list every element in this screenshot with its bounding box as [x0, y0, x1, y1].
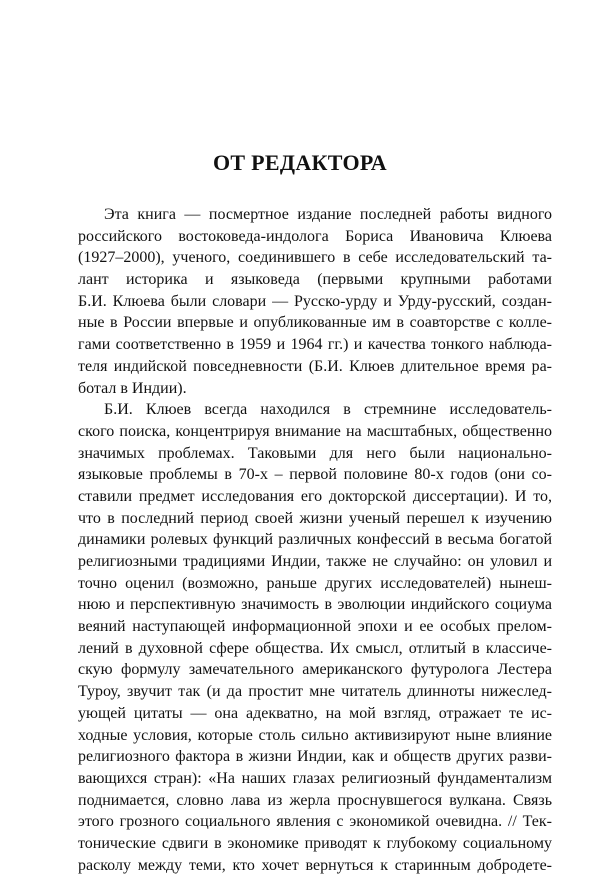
- text-line: ского поиска, концентрируя внимание на масштабных, общественно: [78, 422, 552, 440]
- text-line: ходные условия, которые столь сильно активизируют ныне влияние: [78, 726, 552, 744]
- text-line: вающихся стран): «На наших глазах религиозный фундаментализм: [78, 769, 552, 787]
- text-line: Б.И. Клюев всегда находился в стремнине исследователь-: [104, 401, 552, 419]
- text-line: теля индийской повседневности (Б.И. Клюев длительное время ра-: [78, 357, 552, 375]
- body-text: [78, 204, 552, 876]
- text-line: ставили предмет исследования его докторской диссертации). И то,: [78, 487, 552, 505]
- text-line: расколу между теми, кто хочет вернуться к старинным добродете-: [78, 856, 552, 874]
- text-line: ующей цитаты — она адекватно, на мой взгляд, отражает те ис-: [78, 704, 552, 722]
- text-line: поднимается, словно лава из жерла проснувшегося вулкана. Связь: [78, 791, 552, 809]
- text-line: скую формулу замечательного американского футуролога Лестера: [78, 661, 552, 679]
- text-line: языковые проблемы в 70-х – первой половине 80-х годов (они со-: [78, 466, 552, 484]
- text-line: лант историка и языковеда (первыми крупными работами: [78, 271, 552, 289]
- text-line: Эта книга — посмертное издание последней работы видного: [104, 206, 552, 223]
- text-line: российского востоковеда-индолога Бориса Ивановича Клюева: [78, 227, 552, 245]
- text-line: лений в духовной сфере общества. Их смысл, отлитый в классиче-: [78, 639, 552, 657]
- text-line: динамики ролевых функций различных конфессий в весьма богатой: [78, 531, 552, 549]
- text-line: религиозными традициями Индии, также не случайно: он уловил и: [78, 553, 552, 570]
- text-line: значимых проблемах. Таковыми для него были национально-: [78, 444, 552, 462]
- paragraph-1: [78, 204, 552, 399]
- text-line: веяний наступающей информационной эпохи и ее особых прелом-: [78, 618, 552, 636]
- text-line: что в последний период своей жизни ученый перешел к изучению: [78, 509, 552, 527]
- page-title: ОТ РЕДАКТОРА: [213, 150, 387, 175]
- text-line: ботал в Индии).: [78, 379, 187, 397]
- text-line: Туроу, звучит так (и да простит мне читатель длинноты нижеслед-: [78, 683, 552, 701]
- text-line: (1927–2000), ученого, соединившего в себе исследовательский та-: [78, 249, 552, 267]
- text-line: гами соответственно в 1959 и 1964 гг.) и качества тонкого наблюда-: [78, 336, 552, 354]
- text-line: Б.И. Клюева были словари — Русско-урду и Урду-русский, создан-: [78, 292, 552, 310]
- text-line: тонические сдвиги в экономике приводят к глубокому социальному: [78, 834, 552, 852]
- text-line: этого грозного социального явления с экономикой очевидна. // Тек-: [78, 813, 552, 831]
- paragraph-2: [78, 399, 552, 876]
- text-line: религиозного фактора в жизни Индии, как и обществ других разви-: [78, 748, 552, 766]
- text-line: точно оценил (возможно, раньше других исследователей) нынеш-: [78, 574, 552, 592]
- text-line: нюю и перспективную значимость в эволюции индийского социума: [78, 596, 552, 614]
- text-line: ные в России впервые и опубликованные им в соавторстве с колле-: [78, 314, 552, 332]
